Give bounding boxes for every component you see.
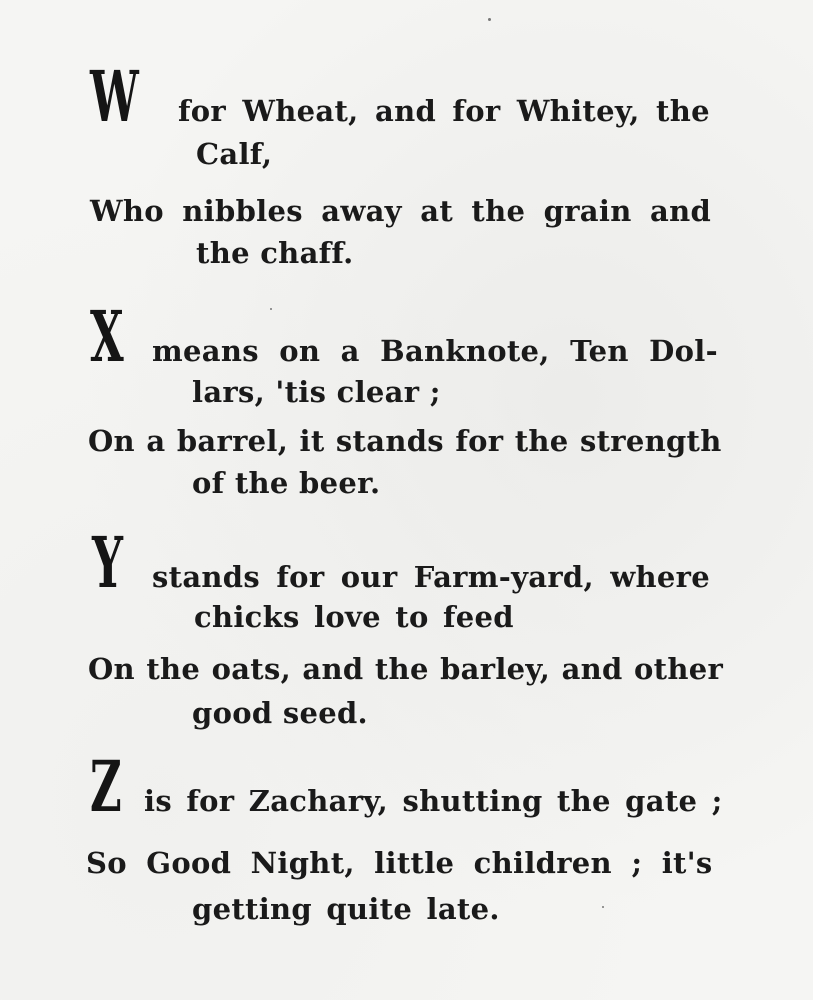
stanza-w-line-3: Who nibbles away at the grain and	[90, 194, 712, 228]
stanza-y-line-1: stands for our Farm-yard, where	[152, 560, 711, 594]
paper-speck	[488, 18, 491, 21]
stanza-y-line-3: On the oats, and the barley, and other	[88, 652, 724, 686]
paper-speck	[602, 906, 604, 908]
drop-cap-z: Z	[90, 745, 122, 828]
stanza-w-line-2: Calf,	[196, 137, 273, 171]
stanza-z-line-2: So Good Night, little children ; it's	[86, 846, 713, 880]
stanza-x-line-2: lars, 'tis clear ;	[192, 375, 441, 409]
stanza-z-line-1: is for Zachary, shutting the gate ;	[144, 784, 723, 818]
stanza-w-line-4: the chaff.	[196, 236, 354, 270]
stanza-x-line-4: of the beer.	[192, 466, 381, 500]
stanza-z-line-3: getting quite late.	[192, 892, 500, 926]
drop-cap-y: Y	[92, 521, 123, 604]
paper-speck	[270, 308, 272, 310]
stanza-x-line-1: means on a Banknote, Ten Dol-	[152, 334, 718, 368]
drop-cap-w: W	[90, 55, 139, 138]
drop-cap-x: X	[90, 295, 124, 378]
stanza-y-line-4: good seed.	[192, 696, 368, 730]
stanza-x-line-3: On a barrel, it stands for the strength	[88, 424, 722, 458]
stanza-y-line-2: chicks love to feed	[194, 600, 514, 634]
stanza-w-line-1: for Wheat, and for Whitey, the	[178, 94, 710, 128]
